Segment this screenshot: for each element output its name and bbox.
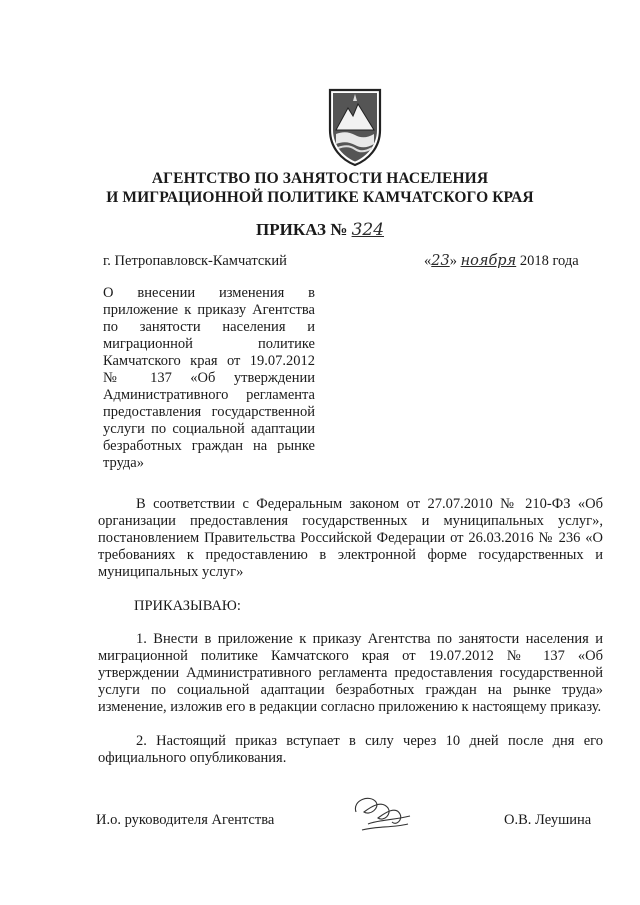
place-of-issue: г. Петропавловск-Камчатский [103,253,287,269]
document-subject: О внесении изменения в приложение к приказу Агентства по занятости населения и миграционной политике Камчатского края от 19.07.2012 № 137 «Об утверждении Административного регламента предоставления государственной услуги по социальной адаптации безработных граждан на рынке труда» [103,285,315,471]
order-number: 324 [351,220,385,240]
kamchatka-coat-of-arms-icon [324,86,386,168]
signatory-name: О.В. Леушина [504,812,592,828]
date-month: ноября [460,253,517,269]
order-item-1: 1. Внести в приложение к приказу Агентства по занятости населения и миграционной политике Камчатского края от 19.07.2012 № 137 «Об утверждении Административного регламента предоставления государственной услуги по социальной адаптации безработных граждан на рынке труда» изменение, изложив его в редакции согласно приложению к настоящему приказу. [98,631,603,715]
agency-name-line1: АГЕНТСТВО ПО ЗАНЯТОСТИ НАСЕЛЕНИЯ [151,170,489,187]
preamble-paragraph: В соответствии с Федеральным законом от 27.07.2010 № 210-ФЗ «Об организации предоставления государственных и муниципальных услуг», постановлением Правительства Российской Федерации от 26.03.2016 № 236 «О требованиях к предоставлению в электронной форме государственных и муниципальных услуг» [98,496,603,580]
date-close-quote: » [449,253,457,269]
agency-name-line2: И МИГРАЦИОННОЙ ПОЛИТИКЕ КАМЧАТСКОГО КРАЯ [106,189,534,206]
order-verb: ПРИКАЗЫВАЮ: [134,598,241,614]
date-open-quote: « [424,253,432,269]
document-title [0,220,640,240]
date-year: 2018 года [519,253,579,269]
order-item-2: 2. Настоящий приказ вступает в силу через 10 дней после дня его официального опубликования. [98,733,603,766]
date-day: 23 [431,253,450,269]
signatory-position: И.о. руководителя Агентства [96,812,275,828]
document-date [424,253,579,270]
handwritten-signature [348,790,418,836]
title-prefix: ПРИКАЗ № [255,220,348,239]
